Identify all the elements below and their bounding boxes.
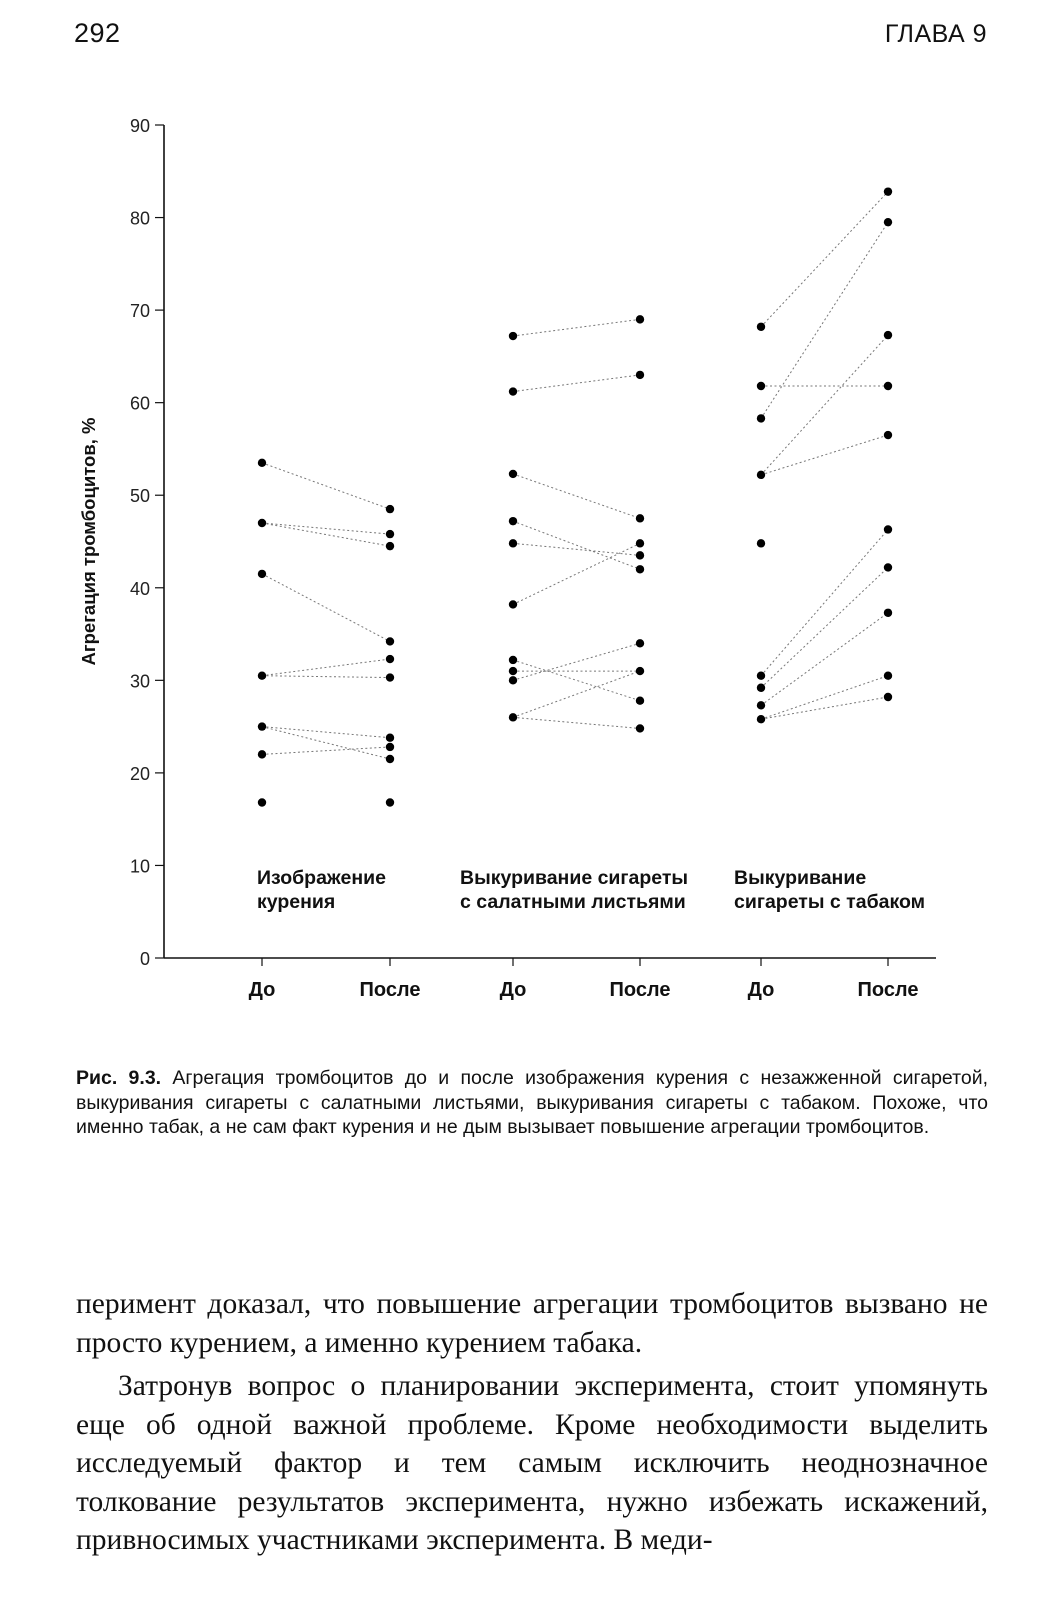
data-point-after [636,539,644,547]
connection-line [262,574,390,642]
data-point-before [509,387,517,395]
data-point-before [757,672,765,680]
connection-line [262,659,390,676]
data-point-after [636,696,644,704]
y-tick-label: 20 [129,763,150,784]
data-point-before [509,656,517,664]
data-point-before [509,676,517,684]
data-point-after [884,431,892,439]
x-tick-label: До [747,979,775,1001]
data-point-after [386,798,394,806]
data-point-before [509,539,517,547]
data-point-before [509,713,517,721]
body-text [76,1285,988,1560]
chapter-title: ГЛАВА 9 [884,20,987,48]
paragraph-1: перимент доказал, что повышение агрегации тромбоцитов вызвано не просто курением, а именно курением табака. [76,1288,988,1359]
data-point-before [757,382,765,390]
connection-line [262,523,390,546]
group-label: Выкуривание [734,866,867,889]
data-point-before [509,600,517,608]
data-point-before [258,672,266,680]
connection-line [513,660,640,701]
data-point-after [884,382,892,390]
data-point-after [884,525,892,533]
figure-label: Рис. 9.3. [76,1067,162,1089]
connection-line [761,222,888,418]
connection-line [262,747,390,754]
data-point-after [884,672,892,680]
y-axis-label: Агрегация тромбоцитов, % [78,417,99,666]
connection-line [513,543,640,604]
data-point-after [636,724,644,732]
data-point-before [258,459,266,467]
data-point-before [258,570,266,578]
y-tick-label: 90 [129,116,150,136]
data-point-before [509,667,517,675]
x-tick-label: После [857,979,919,1001]
connection-line [262,463,390,509]
group-label: Изображение [257,866,386,889]
data-point-after [884,609,892,617]
data-point-after [884,563,892,571]
data-point-after [636,565,644,573]
figure [60,110,960,1025]
y-tick-label: 80 [129,208,150,229]
data-point-before [509,470,517,478]
data-point-before [258,798,266,806]
data-point-after [386,655,394,663]
connection-line [513,375,640,392]
connection-line [513,717,640,728]
data-point-before [757,684,765,692]
connection-line [761,192,888,327]
data-point-after [884,187,892,195]
connection-line [761,697,888,719]
y-tick-label: 70 [129,301,150,322]
connection-line [761,435,888,475]
group-label: курения [257,890,336,913]
data-point-after [386,673,394,681]
data-point-after [636,639,644,647]
data-point-after [636,667,644,675]
connection-line [262,727,390,738]
page-number: 292 [74,18,121,48]
data-point-after [884,331,892,339]
connection-line [761,676,888,720]
data-point-after [386,542,394,550]
connection-line [513,474,640,518]
connection-line [513,643,640,680]
data-point-after [636,371,644,379]
data-point-after [636,551,644,559]
data-point-after [386,637,394,645]
data-point-before [757,323,765,331]
connection-line [262,676,390,678]
data-point-after [636,315,644,323]
group-label: с салатными листьями [460,890,686,913]
data-point-before [509,332,517,340]
paragraph-2: Затронув вопрос о планировании эксперимента, стоит упомянуть еще об одной важной проблеме. Кроме необходимости выделить исследуемый фактор и тем самым исключить неоднозначное толкование результатов эксперимента, нужно избежать искажений, привносимых участниками эксперимента. В меди- [76,1370,988,1556]
figure-caption [76,1066,988,1140]
connection-line [513,319,640,336]
x-tick-label: После [609,979,671,1001]
data-point-before [509,517,517,525]
data-point-before [258,722,266,730]
connection-line [262,727,390,759]
group-label: сигареты с табаком [734,890,926,913]
data-point-after [386,734,394,742]
data-point-after [884,693,892,701]
data-point-before [258,519,266,527]
y-tick-label: 40 [129,578,150,599]
connection-line [761,567,888,687]
x-tick-label: До [248,979,276,1001]
x-tick-label: После [359,979,421,1001]
y-tick-label: 30 [129,671,150,692]
data-point-after [386,505,394,513]
connection-line [761,335,888,475]
connection-line [761,613,888,706]
caption-text: Агрегация тромбоцитов до и после изображения курения с незажженной сигаретой, выкуривания сигареты с салатными листьями, выкуривания сигареты с табаком. Похоже, что именно табак, а не сам факт курения и не дым вызывает повышение агрегации тромбоцитов. [76,1067,989,1138]
y-tick-label: 50 [129,486,150,507]
data-point-before [757,539,765,547]
data-point-before [757,414,765,422]
data-point-after [386,755,394,763]
x-tick-label: До [499,979,527,1001]
y-tick-label: 60 [129,393,150,414]
data-point-before [258,750,266,758]
data-point-before [757,701,765,709]
data-point-after [636,514,644,522]
data-point-before [757,471,765,479]
y-tick-label: 10 [129,856,150,877]
data-point-after [884,218,892,226]
connection-line [262,523,390,534]
data-point-before [757,715,765,723]
connection-line [761,529,888,675]
data-point-after [386,743,394,751]
group-label: Выкуривание сигареты [460,866,689,889]
platelet-aggregation-chart [60,110,960,1020]
y-tick-label: 0 [139,949,150,969]
data-point-after [386,530,394,538]
